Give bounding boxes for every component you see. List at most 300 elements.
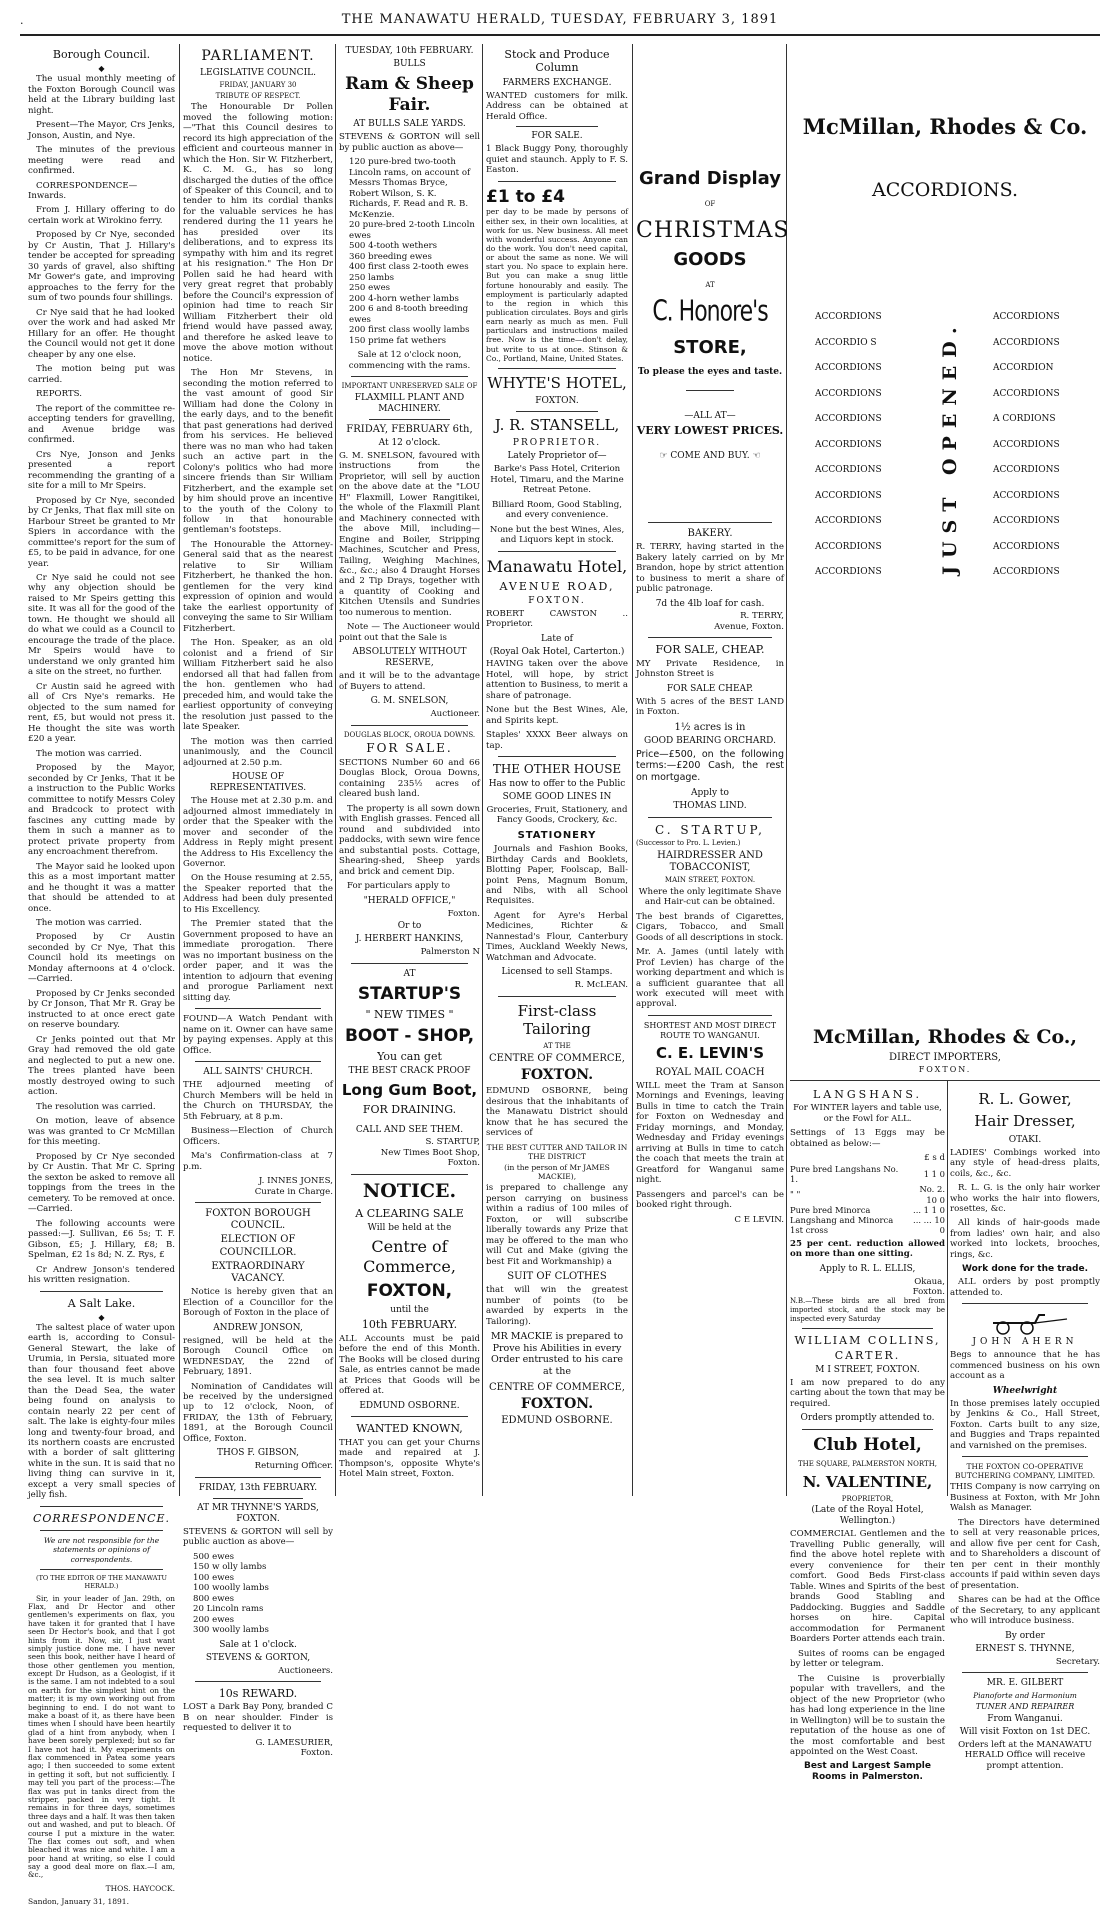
ad-body: ALL orders by post promptly attended to.	[950, 1277, 1100, 1298]
divider	[498, 368, 616, 369]
signature: C E LEVIN.	[734, 1214, 784, 1225]
sale-note: Note — The Auctioneer would point out that the Sale is	[339, 622, 480, 643]
notice-body: resigned, will be held at the Borough Council Office on WEDNESDAY, the 22nd of February, 1891.	[183, 1335, 333, 1378]
paragraph: Proposed by Cr Nye seconded by Cr Austin. That Mr C. Spring the sexton be asked to remove all toppings from the trees in the cemetery. To be removed at once.—Carried.	[28, 1151, 175, 1215]
accordion-item: ACCORDIONS	[993, 516, 1060, 526]
ad-body: R. TERRY, having started in the Bakery lately carried on by Mr Brandon, hope by strict attention to business to merit a share of public patronage.	[636, 542, 784, 595]
ad-sub: (in the person of Mr JAMES MACKIE),	[504, 1162, 610, 1182]
sale-title: FLAXMILL PLANT AND MACHINERY.	[354, 392, 465, 414]
ad-sub: OTAKI.	[1008, 1134, 1042, 1145]
ad-sub: OF	[704, 199, 716, 208]
article-body	[183, 796, 333, 1003]
ad-headline: C. E. LEVIN'S	[655, 1044, 765, 1063]
ad-body: HAVING taken over the above Hotel, will hope, by strict attention to Business, to merit a share of patronage.	[486, 659, 628, 701]
sale-terms: ABSOLUTELY WITHOUT RESERVE,	[352, 647, 467, 669]
signature-title: Auctioneers.	[278, 1665, 333, 1676]
reward-body: LOST a Dark Bay Pony, branded C B on near shoulder. Finder is requested to deliver it to	[183, 1702, 333, 1734]
divider	[498, 756, 616, 757]
ad-sub	[636, 451, 784, 462]
list-item: 250 lambs	[349, 272, 395, 283]
ad-body: Late of	[541, 633, 573, 644]
buggy-icon	[975, 1309, 1075, 1335]
contact: Palmerston N	[420, 947, 480, 958]
ad-body: Mr. A. James (until lately with Prof Levien) has charge of the working department and which is a sufficient guarantee that all work executed will meet with approval.	[636, 947, 784, 1010]
accordion-item: ACCORDIONS	[815, 312, 882, 322]
ad-body: Billiard Room, Good Stabling, and every convenience.	[492, 499, 622, 521]
business-trade: Hair Dresser,	[974, 1112, 1076, 1131]
accordion-item: ACCORDIONS	[815, 439, 882, 450]
ad-sub: From Wanganui.	[987, 1714, 1063, 1725]
price-header: £ s d	[924, 1153, 945, 1164]
signature-place: Avenue, Foxton.	[714, 621, 784, 632]
ad-body: Staples' XXXX Beer always on tap.	[486, 730, 628, 751]
list-item: 360 breeding ewes	[349, 251, 432, 262]
paragraph: Crs Nye, Jonson and Jenks presented a report recommending the granting of a site for a mill to Mr Speirs.	[28, 449, 175, 492]
signature: EDMUND OSBORNE.	[359, 1400, 460, 1411]
ad-title: BAKERY.	[687, 527, 733, 539]
accordion-item: ACCORDIONS	[993, 312, 1060, 322]
divider	[351, 376, 468, 377]
accordion-item: ACCORDIONS	[993, 490, 1060, 501]
table-row	[790, 1205, 945, 1215]
list-item: 200 first class woolly lambs	[349, 325, 470, 336]
proprietor-title: PROPRIETOR.	[512, 438, 602, 449]
ad-headline: STORE,	[673, 336, 747, 358]
ad-body: I am now prepared to do any carting about the town that may be required.	[790, 1377, 945, 1409]
divider	[40, 1291, 163, 1292]
ad-sub: A CLEARING SALE	[355, 1207, 464, 1221]
ad-sub: CARTER.	[834, 1349, 901, 1363]
sale-time: Sale at 12 o'clock noon, commencing with the rams.	[348, 350, 471, 371]
ad-body: (Royal Oak Hotel, Carterton.)	[489, 646, 625, 657]
paragraph: Proposed by Cr Nye, seconded by Cr Jenks, That flax mill site on Harbour Street be granted to Mr Spiers in accordance with the committee's report for the sum of £5, to be paid in advance, for one year.	[28, 495, 175, 569]
business-name: C. STARTUP,	[654, 822, 765, 837]
ad-sub: —ALL AT—	[684, 410, 736, 421]
divider	[195, 1008, 321, 1009]
paragraph: On the House resuming at 2.55, the Speaker reported that the Address had been duly presented to His Excellency.	[183, 873, 333, 915]
ad-body: 25 per cent. reduction allowed on more than one sitting.	[790, 1238, 945, 1260]
subheading: HOUSE OF REPRESENTATIVES.	[209, 772, 307, 794]
stock-list	[339, 157, 480, 346]
table-cell: 1 1 0	[923, 1168, 945, 1179]
letter-address: (TO THE EDITOR OF THE MANAWATU HERALD.)	[36, 1573, 167, 1590]
sale-body: SECTIONS Number 60 and 66 Douglas Block, Oroua Downs, containing 235½ acres of cleared bush land.	[339, 757, 480, 800]
ad-body: MR MACKIE is prepared to Prove his Abilities in every Order entrusted to his care at the	[490, 1331, 624, 1377]
notice-body: Nomination of Candidates will be received by the undersigned up to 12 o'clock, Noon, of FRIDAY, the 13th of February, 1891, at the Borough Council Office, Foxton.	[183, 1381, 333, 1444]
page-mark: .	[20, 14, 25, 27]
paragraph: The minutes of the previous meeting were read and confirmed.	[28, 145, 175, 177]
ad-sub: GOOD BEARING ORCHARD.	[644, 735, 776, 746]
table-cell: ... 1 1 0	[913, 1204, 945, 1215]
hand-icon: ☜	[749, 450, 761, 461]
sale-body: G. M. SNELSON, favoured with instructions from the Proprietor, will sell by auction on the above date at the "LOU H" Flaxmill, Lower Rangitikei, the whole of the Flaxmill Plant and Machinery connected with the above Mill, including—Engine and Boiler, Stripping Machines, Scutcher and Press, Tailing, Weighing Machines, &c., &c.; also 4 Draught Horses and 2 Tip Drays, together with a quantity of Cooking and Kitchen Utensils and Sundries too numerous to mention.	[339, 450, 480, 618]
signature: THOS F. GIBSON,	[217, 1448, 299, 1459]
letter-body: Sir, in your leader of Jan. 29th, on Flax, and Dr Hector and other gentlemen's experiments on flax, you have taken it for granted that I have seen Dr Hector's book, and that I got hints from it. Now, sir, I just want simply justice done me. I have never seen this book, neither have I heard of those other gentlemen you mention, except Dr Hudson, as a Geologist, if it is the same. I am not indebted to a soul on earth for the simplest hint on the matter; it is my own working out from beginning to end. I do not want to make a boast of it, as there have been times when I should have been heartily glad of a hint from anybody, when I have been sorely perplexed; but so far I have not had it. My experiments on flax commenced in Patea some years ago; I then succeeded to some extent in getting it soft, but not sufficiently. I may tell you part of the process:—The flax was put in tanks direct from the stripper, packed in very tight. It remains in for three days, sometimes three days and a half. It was then taken out and washed, and put to bleach. Of course I put a mixture in the water. The flax comes out soft, and when bleached it was nice and white. I am a poor hand at writing, so else I could say a good deal more on flax.—I am, &c.,	[28, 1593, 175, 1880]
accordions-list-left	[815, 305, 925, 586]
ad-body: THAT you can get your Churns made and repaired at J. Thompson's, opposite Whyte's Hotel Main street, Foxton.	[339, 1437, 480, 1480]
divider	[648, 1015, 772, 1016]
hand-icon: ☞	[659, 450, 671, 461]
ad-body: Journals and Fashion Books, Birthday Cards and Booklets, Blotting Paper, Foolscap, Ball-point Pens, Magnum Bonum, and Nibs, with all School Requisites.	[486, 844, 628, 907]
divider	[962, 1456, 1088, 1457]
ad-body: The Directors have determined to sell at very reasonable prices, and allow five per cent for Cash, and to Shareholders a discount of ten per cent in their monthly accounts if paid within seven days of presentation.	[950, 1517, 1100, 1591]
ad-body: None but the best Wines, Ales, and Liquors kept in stock.	[489, 524, 625, 546]
ad-sub: AT THE	[543, 1042, 571, 1051]
accordion-item: ACCORDIONS	[993, 567, 1060, 577]
ad-body: With 5 acres of the BEST LAND in Foxton.	[636, 696, 784, 718]
ad-body: None but the Best Wines, Ale, and Spirits kept.	[486, 705, 628, 726]
section-title: Stock and Produce Column	[504, 48, 610, 75]
signature: ERNEST S. THYNNE,	[975, 1643, 1075, 1654]
money-body: per day to be made by persons of either sex, in their own localities, at work for us. New business. All meet with wonderful success. Anyone can do the work. You don't need capital, or about the same as none. We will start you. No space to explain here. But you can make a snug little fortune honourably and easily. The employment is particularly adapted to the region in which this publication circulates. Boys and girls earn nearly as much as men. Full particulars and instructions mailed free. Now is the time—don't delay, but write to us at once. Stinson & Co., Portland, Maine, United States.	[486, 207, 628, 363]
sale-location: AT MR THYNNE'S YARDS, FOXTON.	[197, 1502, 319, 1524]
signature-place: Foxton.	[300, 1748, 333, 1759]
paragraph: Cr Andrew Jonson's tendered his written resignation.	[28, 1264, 175, 1286]
paragraph: The Hon Mr Stevens, in seconding the motion referred to the vast amount of good Sir William had done the Colony in the early days, and to the benefit that past generations had derived from his services. He believed there was no man who had taken such an active part in the Colony's politics who had more sincere friends than Sir William Fitzherbert, and the example set by him should prove an incentive to the youth of the Colony to follow in that honourable gentleman's footsteps.	[183, 368, 333, 536]
ad-sub: THE BEST CRACK PROOF	[348, 1065, 471, 1076]
accordion-item: ACCORDIONS	[815, 388, 882, 399]
list-item: 200 ewes	[193, 1614, 235, 1625]
signature: R. McLEAN.	[574, 980, 628, 991]
ad-sub: until the	[390, 1305, 429, 1316]
ad-headline: First-class Tailoring	[517, 1001, 597, 1039]
contact: J. HERBERT HANKINS,	[355, 934, 464, 945]
column-separator	[482, 44, 483, 1496]
table-cell: " "	[790, 1189, 801, 1200]
column-separator	[335, 44, 336, 1496]
date-line: FRIDAY, JANUARY 30	[219, 81, 297, 90]
paragraph: REPORTS.	[36, 389, 82, 400]
hotel-address: AVENUE ROAD,	[499, 580, 615, 594]
ad-body: All kinds of hair-goods made from ladies' own hair, and also worked into lockets, brooches, rings, &c.	[950, 1218, 1100, 1260]
contact: For particulars apply to	[347, 881, 450, 892]
accordion-item: ACCORDIO S	[815, 337, 877, 348]
ad-body: For WINTER layers and table use, or the Fowl for ALL.	[793, 1103, 942, 1124]
divider	[351, 963, 468, 964]
ad-headline: CHRISTMAS	[636, 218, 790, 244]
ad-sub: You can get	[377, 1050, 442, 1064]
divider	[369, 419, 450, 420]
divider	[498, 551, 616, 552]
importers-block	[790, 1022, 1100, 1076]
found-notice: FOUND—A Watch Pendant with name on it. Owner can have same by paying expenses. Apply at this Office.	[183, 1014, 333, 1056]
proprietor-name: J. R. STANSELL,	[494, 416, 620, 435]
accordion-item: ACCORDIONS	[815, 465, 882, 475]
paragraph: The House met at 2.30 p.m. and adjourned almost immediately in order that the Speaker with the mover and seconder of the Address in Reply might present the Address to His Excellency the Governor.	[183, 796, 333, 869]
ad-body: Barke's Pass Hotel, Criterion Hotel, Timaru, and the Marine Retreat Petone.	[490, 464, 624, 496]
column-separator	[632, 44, 633, 1496]
contact: Foxton.	[912, 1287, 945, 1297]
shop-name: THE OTHER HOUSE	[492, 762, 622, 777]
sale-note: and it will be to the advantage of Buyers to attend.	[339, 671, 480, 692]
paragraph: Proposed by the Mayor, seconded by Cr Jenks, That it be a instruction to the Public Works committee to notify Messrs Coley and Bradcock to protect with fascines any cutting made by them in such a manner as to protect private property from any encroachment therefrom.	[28, 763, 175, 858]
buggy-illustration	[950, 1309, 1100, 1335]
notice-title: FOXTON BOROUGH COUNCIL.	[205, 1208, 311, 1232]
notice-body: Ma's Confirmation-class at 7 p.m.	[183, 1151, 333, 1172]
signature: G. LAMESURIER,	[255, 1737, 333, 1748]
ad-sub: TUNER AND REPAIRER	[975, 1702, 1075, 1712]
ad-headline: Centre of Commerce,	[363, 1237, 456, 1276]
divider	[648, 817, 772, 818]
ad-body: SOME GOOD LINES IN	[502, 791, 612, 802]
ad-body: Groceries, Fruit, Stationery, and Fancy Goods, Crockery, &c.	[486, 804, 628, 826]
column-separator	[179, 44, 180, 1496]
business-name: R. L. Gower,	[978, 1090, 1072, 1108]
ad-sub: Orders promptly attended to.	[800, 1413, 935, 1424]
shop-heading: STATIONERY	[517, 829, 597, 841]
ad-sub: Will be held at the	[367, 1222, 452, 1233]
table-cell: No. 2. 10 0	[919, 1184, 945, 1205]
paragraph: The Honourable Dr Pollen moved the following motion:—"That this Council desires to record its high appreciation of the efficient and courteous manner in which the Hon. Sir W. Fitzherbert, K. C. M. G., has so long discharged the duties of the office of Speaker of this Council, and to tender to him its cordial thanks for the valuable services he has rendered during the 11 years he has presided over its deliberations, and to express its sympathy with him and its regret at his resignation." The Hon Dr Pollen said he had heard with very great regret that probably before the Council's expression of opinion had time to reach Sir William Fitzherbert their old friend would have passed away, and therefore he asked leave to move the above motion without notice.	[183, 102, 333, 364]
divider	[195, 1681, 321, 1682]
paragraph: Proposed by Cr Jenks seconded by Cr Jonson, That Mr R. Gray be instructed to at once erect gate on reserve boundary.	[28, 988, 175, 1031]
ad-sub: " NEW TIMES "	[365, 1008, 454, 1022]
divider	[648, 637, 772, 638]
accordion-item: ACCORDIONS	[993, 541, 1060, 552]
divider	[962, 1303, 1088, 1304]
proprietor-name: N. VALENTINE,	[802, 1472, 933, 1491]
paragraph: The motion being put was carried.	[28, 364, 175, 385]
ad-slogan: Best and Largest Sample Rooms in Palmerston.	[804, 1761, 931, 1783]
ad-body: The best brands of Cigarettes, Cigars, Tobacco, and Small Goods of all descriptions in stock.	[636, 911, 784, 943]
ad-sub: (Late of the Royal Hotel, Wellington.)	[811, 1505, 924, 1527]
section-title: CORRESPONDENCE.	[32, 1511, 171, 1525]
list-item: 800 ewes	[193, 1593, 235, 1604]
ad-title: FOR SALE.	[531, 131, 583, 142]
column-christmas	[636, 44, 790, 1496]
list-item: 500 4-tooth wethers	[349, 241, 438, 252]
ad-sub: THE SQUARE, PALMERSTON NORTH,	[797, 1460, 938, 1469]
ad-headline: Ram & Sheep Fair.	[345, 73, 474, 115]
ad-headline: McMillan, Rhodes & Co.	[802, 114, 1088, 139]
ad-sub: FOR DRAINING.	[362, 1103, 457, 1117]
ad-sub: CENTRE OF COMMERCE,	[489, 1052, 625, 1064]
ad-body: In those premises lately occupied by Jenkins & Co., Hall Street, Foxton. Carts built to any size, and Buggies and Traps repainted and varnished on the premises.	[950, 1398, 1100, 1451]
signature: THOMAS LIND.	[673, 800, 747, 811]
ad-sub: THE BEST CUTTER AND TAILOR IN THE DISTRICT	[486, 1142, 628, 1161]
ad-sub: SUIT OF CLOTHES	[507, 1271, 607, 1283]
article-title: Borough Council.	[52, 48, 151, 61]
accordion-item: ACCORDIONS	[993, 465, 1060, 475]
list-item: 100 ewes	[193, 1572, 235, 1583]
paragraph: From J. Hillary offering to do certain work at Wirokino ferry.	[28, 205, 175, 226]
company-name: THE FOXTON CO-OPERATIVE BUTCHERING COMPANY, LIMITED.	[955, 1462, 1095, 1481]
divider	[802, 1429, 933, 1430]
subheading: LEGISLATIVE COUNCIL.	[200, 68, 316, 79]
sale-location: AT BULLS SALE YARDS.	[353, 119, 466, 130]
column-stock-produce	[486, 44, 628, 1496]
paragraph: Proposed by Cr Nye, seconded by Cr Austin, That J. Hillary's tender be accepted for spreading 30 yards of gravel, also shifting Mr Gower's gate, and improving approaches to the ferry for the sum of two pounds four shillings.	[28, 230, 175, 304]
ad-body: WILL meet the Tram at Sanson Mornings and Evenings, leaving Bulls in time to catch the Train for Foxton on Wednesday and Friday mornings, and Monday, Wednesday and Friday evenings arriving at Bulls in time to catch the coach that meets the train at Greatford for Wanganui same night.	[636, 1080, 784, 1186]
table-row	[790, 1184, 945, 1205]
signature: J. INNES JONES,	[258, 1176, 333, 1187]
divider	[195, 1061, 321, 1062]
sale-label: IMPORTANT UNRESERVED SALE OF	[341, 382, 478, 391]
ad-body: that will win the greatest number of points (to be awarded by experts in the Tailoring).	[486, 1285, 628, 1327]
price-table	[790, 1164, 945, 1236]
hotel-town: FOXTON.	[535, 396, 579, 407]
notice-title: ALL SAINTS' CHURCH.	[203, 1067, 313, 1078]
ad-headline: ACCORDIONS.	[872, 179, 1018, 201]
accordion-item: ACCORDIONS	[815, 414, 882, 424]
newspaper-title: THE MANAWATU HERALD, TUESDAY, FEBRUARY 3, 1891	[341, 12, 779, 27]
ad-headline: Long Gum Boot,	[341, 1080, 478, 1099]
ad-sub: PROPRIETOR,	[841, 1494, 894, 1503]
ad-sub: CALL AND SEE THEM.	[355, 1124, 464, 1135]
signature-title: Curate in Charge.	[254, 1186, 333, 1197]
ad-body: EDMUND OSBORNE, being desirous that the inhabitants of the Manawatu District should know that he has secured the services of	[486, 1086, 628, 1139]
ad-sub: ROYAL MAIL COACH	[655, 1066, 765, 1078]
accordion-item: A CORDIONS	[993, 414, 1056, 424]
signature: EDMUND OSBORNE.	[501, 1414, 613, 1426]
paragraph: On motion, leave of absence was was granted to Cr McMillan for this meeting.	[28, 1116, 175, 1148]
masthead	[20, 12, 1100, 36]
ad-body: Begs to announce that he has commenced business on his own account as a	[950, 1350, 1100, 1382]
ad-body: Shares can be had at the Office of the Secretary, to any applicant who will introduce business.	[950, 1595, 1100, 1627]
ad-body: Where the only legitimate Shave and Hair-cut can be obtained.	[638, 886, 782, 908]
ad-sub: M I STREET, FOXTON.	[815, 1364, 920, 1375]
accordion-item: ACCORDIONS	[993, 439, 1060, 450]
ad-body: MY Private Residence, in Johnston Street is	[636, 658, 784, 680]
list-item: 500 ewes	[193, 1551, 235, 1562]
accordion-item: ACCORDIONS	[815, 363, 882, 373]
ad-sub: Wheelwright	[992, 1385, 1058, 1396]
accordion-item: ACCORDIONS	[815, 567, 882, 577]
disclaimer: We are not responsible for the statements or opinions of correspondents.	[43, 1536, 160, 1564]
ad-note: N.B.—These birds are all bred from imported stock, and the stock may be inspected every Saturday	[790, 1297, 945, 1323]
signature-place: Foxton.	[447, 1158, 480, 1169]
ad-sub: FOXTON.	[520, 1395, 594, 1412]
ad-price: Price—£500, on the following terms:—£200 Cash, the rest on mortgage.	[636, 748, 784, 784]
name-line: ANDREW JONSON,	[213, 1322, 303, 1333]
signature-title: Auctioneer.	[430, 709, 480, 720]
divider	[962, 1672, 1088, 1673]
signature-title: Secretary.	[1055, 1656, 1100, 1667]
ad-body: Suites of rooms can be engaged by letter or telegram.	[790, 1648, 945, 1670]
ad-slogan: Work done for the trade.	[961, 1264, 1088, 1275]
contact: Foxton.	[447, 908, 480, 919]
notice-body: ALL Accounts must be paid before the end of this Month. The Books will be closed during Sale, as entries cannot be made at Prices that Goods will be offered at.	[339, 1333, 480, 1397]
list-item: 20 Lincoln rams	[193, 1604, 264, 1615]
list-item: 250 ewes	[349, 283, 391, 294]
signature: R. TERRY,	[740, 611, 784, 622]
table-cell: Langshang and Minorca 1st cross	[790, 1215, 894, 1236]
paragraph: The motion was then carried unanimously, and the Council adjourned at 2.50 p.m.	[183, 736, 333, 768]
ad-title: WANTED KNOWN,	[356, 1422, 463, 1436]
contact: "HERALD OFFICE,"	[363, 895, 456, 906]
paragraph: The Hon. Speaker, as an old colonist and a friend of Sir William Fitzherbert said he also endorsed all that had fallen from the hon. gentlemen who had preceded him, and would take the earliest opportunity of conveying the resolution just passed to the late Speaker.	[183, 638, 333, 733]
sale-date: FRIDAY, FEBRUARY 6th,	[346, 423, 473, 435]
paragraph: CORRESPONDENCE—Inwards.	[28, 180, 138, 201]
column-langshans	[790, 1086, 946, 1783]
ornament: ◆	[98, 64, 105, 74]
signature: S. STARTUP,	[425, 1137, 480, 1148]
signature: STEVENS & GORTON,	[205, 1652, 311, 1663]
ad-label: AT	[403, 968, 416, 979]
divider	[195, 1477, 321, 1478]
paragraph: The resolution was carried.	[36, 1101, 156, 1112]
ad-sub: MAIN STREET, FOXTON.	[664, 876, 756, 885]
accordions-ad	[790, 110, 1100, 205]
ad-body: Agent for Ayre's Herbal Medicines, Richter & Nannestad's Flour, Canterbury Times, Auckland Weekly News, Watchman and Advocate.	[486, 910, 628, 963]
contact: Okaua,	[914, 1276, 945, 1287]
ad-sub: Pianoforte and Harmonium	[973, 1691, 1077, 1701]
divider	[790, 1080, 1100, 1081]
ad-sub: HAIRDRESSER AND TOBACCONIST,	[657, 849, 763, 873]
ad-sub: FOR SALE CHEAP.	[666, 683, 754, 694]
ad-sub: VERY LOWEST PRICES.	[636, 423, 784, 437]
list-item: 120 pure-bred two-tooth Lincoln rams, on account of Messrs Thomas Bryce, Robert Wilson, S. K. Richards, F. Read and R. B. McKenzie.	[349, 157, 471, 220]
ad-body: WANTED customers for milk. Address can be obtained at Herald Office.	[486, 90, 628, 122]
paragraph: The Mayor said he looked upon this as a most important matter and he thought it was a matter that should be attended to at once.	[28, 861, 175, 914]
contact: Apply to R. L. ELLIS,	[819, 1263, 916, 1274]
notice-body: Business—Election of Church Officers.	[183, 1126, 333, 1147]
sale-label: DOUGLAS BLOCK, OROUA DOWNS.	[343, 730, 476, 739]
divider	[40, 1530, 163, 1531]
paragraph: The usual monthly meeting of the Foxton Borough Council was held at the Library building last night.	[28, 74, 175, 116]
column-auctions	[339, 44, 480, 1496]
divider	[351, 1174, 468, 1175]
ad-headline: STARTUP'S	[357, 983, 462, 1004]
divider	[498, 181, 616, 182]
letter-signature: THOS. HAYCOCK.	[105, 1883, 175, 1893]
hotel-name: Manawatu Hotel,	[486, 556, 628, 576]
proprietor-line: ROBERT CAWSTON .. Proprietor.	[486, 608, 628, 630]
ad-sub: 1½ acres is in	[674, 721, 746, 733]
list-item: 300 woolly lambs	[193, 1625, 269, 1636]
hotel-town: FOXTON.	[528, 595, 586, 606]
ad-body: Settings of 13 Eggs may be obtained as below:—	[790, 1128, 945, 1149]
notice-body: THE adjourned meeting of Church Members will be held in the Church on THURSDAY, the 5th February, at 8 p.m.	[183, 1080, 333, 1122]
paragraph: The Premier stated that the Government proposed to have an immediate prorogation. There was no important business on the order paper, and it was the intention to adjourn that evening and prorogue Parliament next sitting day.	[183, 919, 333, 1003]
ad-headline: GOODS	[673, 249, 747, 271]
signature-title: New Times Boot Shop,	[380, 1147, 480, 1158]
money-headline: £1 to £4	[486, 186, 565, 207]
hotel-name: Club Hotel,	[813, 1435, 922, 1456]
paragraph: Present—The Mayor, Crs Jenks, Jonson, Austin, and Nye.	[28, 120, 175, 141]
business-name: WILLIAM COLLINS,	[794, 1334, 941, 1348]
paragraph: The motion was carried.	[36, 748, 142, 759]
divider	[516, 411, 598, 412]
notice-title: ELECTION OF COUNCILLOR.	[219, 1234, 297, 1258]
column-separator	[947, 1080, 948, 1496]
contact: Or to	[397, 921, 422, 932]
list-item: 200 4-horn wether lambs	[349, 293, 459, 304]
accordion-item: ACCORDIONS	[993, 337, 1060, 348]
ad-headline: FOXTON,	[366, 1280, 453, 1301]
divider	[40, 1569, 163, 1570]
accordion-item: ACCORDIONS	[815, 541, 882, 552]
accordion-item: ACCORDION	[993, 363, 1054, 373]
ad-body: Orders left at the MANAWATU HERALD Office will receive prompt attention.	[958, 1739, 1092, 1771]
article-body	[28, 74, 175, 1285]
ad-sub: FOXTON.	[918, 1065, 972, 1074]
ad-sub: (Successor to Pro. L. Levien.)	[636, 839, 741, 848]
notice-body: Notice is hereby given that an Election of a Councillor for the Borough of Foxton in the place of	[183, 1287, 333, 1319]
ad-headline: Grand Display	[639, 168, 781, 189]
paragraph: The motion was carried.	[36, 918, 142, 928]
ad-sub: By order	[1005, 1630, 1045, 1641]
divider	[351, 725, 468, 726]
ad-sub: SHORTEST AND MOST DIRECT ROUTE TO WANGANUI.	[643, 1020, 777, 1040]
ad-body: 7d the 4lb loaf for cash.	[655, 598, 765, 609]
accordion-item: ACCORDIONS	[815, 516, 882, 526]
ad-headline: NOTICE.	[362, 1179, 457, 1202]
accordion-item: ACCORDIONS	[993, 388, 1060, 399]
sale-date: FRIDAY, 13th FEBRUARY.	[198, 1482, 318, 1493]
business-name: JOHN AHERN	[972, 1337, 1078, 1348]
paragraph: Proposed by Cr Austin seconded by Cr Nye, That this Council hold its meetings on Monday afternoons at 4 o'clock.—Carried.	[28, 932, 175, 985]
